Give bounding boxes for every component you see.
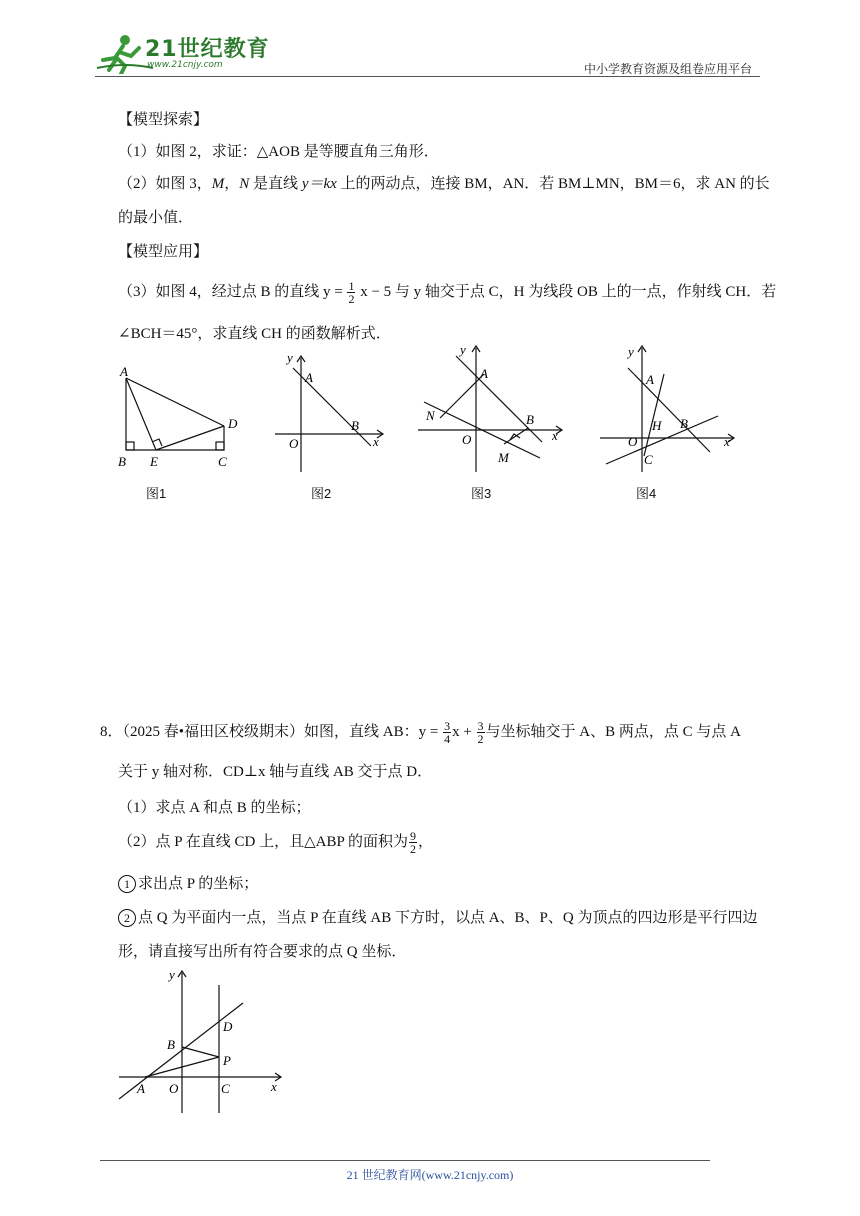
svg-text:D: D bbox=[223, 1019, 233, 1034]
frac-den: 4 bbox=[444, 732, 451, 747]
svg-text:O: O bbox=[169, 1081, 179, 1096]
q8-sub2 bbox=[118, 906, 757, 927]
svg-text:E: E bbox=[150, 454, 158, 469]
q7-part2-f: y＝kx bbox=[301, 176, 337, 192]
header bbox=[95, 30, 760, 80]
q8-part2 bbox=[118, 830, 433, 855]
q7-part2-b: M bbox=[211, 176, 225, 192]
svg-text:y: y bbox=[460, 342, 466, 357]
circled-number: 2 bbox=[118, 909, 136, 927]
q7-part2-e: 是直线 bbox=[249, 176, 302, 192]
svg-text:x: x bbox=[271, 1079, 277, 1094]
svg-text:B: B bbox=[118, 454, 126, 469]
circled-number: 1 bbox=[118, 875, 136, 893]
svg-text:y: y bbox=[287, 350, 293, 365]
svg-text:H: H bbox=[652, 418, 662, 433]
svg-text:A: A bbox=[120, 364, 128, 379]
svg-text:A: A bbox=[305, 370, 313, 385]
svg-text:B: B bbox=[526, 412, 534, 427]
svg-text:N: N bbox=[426, 408, 435, 423]
figure-1 bbox=[112, 360, 242, 470]
frac-num: 3 bbox=[444, 719, 451, 734]
svg-text:A: A bbox=[480, 366, 488, 381]
header-rule bbox=[95, 76, 760, 77]
q8-sub1-text: 求出点 P 的坐标； bbox=[138, 876, 259, 892]
q7-part3-b: x − 5 与 y 轴交于点 C，H 为线段 OB 上的一点，作射线 CH．若 bbox=[360, 284, 777, 300]
q8-sub2-text: 点 Q 为平面内一点，当点 P 在直线 AB 下方时，以点 A、B、P、Q 为顶点的四边形是平行四边 bbox=[138, 910, 758, 926]
header-right-text: 中小学教育资源及组卷应用平台 bbox=[583, 62, 752, 76]
svg-text:O: O bbox=[628, 434, 638, 449]
svg-text:O: O bbox=[462, 432, 472, 447]
q7-part2-g: 上的两动点，连接 BM，AN．若 BM⊥MN，BM＝6，求 AN 的长 bbox=[336, 176, 770, 192]
svg-text:A: A bbox=[137, 1081, 145, 1096]
q7-part3-a: （3）如图 4，经过点 B 的直线 y = bbox=[118, 284, 343, 300]
svg-text:y: y bbox=[169, 967, 175, 982]
svg-text:x: x bbox=[724, 434, 730, 449]
svg-text:C: C bbox=[218, 454, 227, 469]
figure-2 bbox=[275, 350, 390, 475]
frac-num: 1 bbox=[348, 279, 355, 294]
q8-stem-c: 与坐标轴交于 A、B 两点，点 C 与点 A bbox=[485, 724, 741, 740]
svg-text:B: B bbox=[680, 416, 688, 431]
frac-num: 9 bbox=[410, 829, 417, 844]
svg-text:x: x bbox=[373, 434, 379, 449]
figure-4-caption: 图4 bbox=[636, 486, 657, 501]
q7-part3-fraction bbox=[347, 280, 355, 305]
figure-3 bbox=[418, 340, 568, 475]
figure-4 bbox=[600, 340, 740, 475]
q8-sub1 bbox=[118, 872, 258, 893]
q7-part2-cont: 的最小值． bbox=[118, 210, 194, 226]
q8-sub2-cont: 形，请直接写出所有符合要求的点 Q 坐标． bbox=[118, 944, 407, 960]
frac-den: 2 bbox=[410, 842, 417, 857]
explore-heading: 【模型探索】 bbox=[118, 112, 209, 128]
q7-part3-cont: ∠BCH＝45°，求直线 CH 的函数解析式． bbox=[118, 326, 391, 342]
svg-text:B: B bbox=[351, 418, 359, 433]
svg-text:M: M bbox=[498, 450, 509, 465]
svg-text:D: D bbox=[228, 416, 238, 431]
q8-frac1 bbox=[443, 720, 451, 745]
q7-part2-a: （2）如图 3， bbox=[118, 176, 212, 192]
q8-stem-b: x + bbox=[452, 724, 472, 740]
svg-text:y: y bbox=[628, 344, 634, 359]
svg-text:A: A bbox=[646, 372, 654, 387]
q8-part1: （1）求点 A 和点 B 的坐标； bbox=[118, 800, 311, 816]
svg-text:P: P bbox=[223, 1053, 231, 1068]
q8-part2-a: （2）点 P 在直线 CD 上，且△ABP 的面积为 bbox=[118, 834, 409, 850]
q7-part1: （1）如图 2，求证：△AOB 是等腰直角三角形． bbox=[118, 144, 439, 160]
q8-stem-a: 8．（2025 春•福田区校级期末）如图，直线 AB：y = bbox=[100, 724, 439, 740]
svg-text:B: B bbox=[167, 1037, 175, 1052]
frac-den: 2 bbox=[348, 292, 355, 307]
logo-text: 21世纪教育 bbox=[145, 37, 270, 62]
svg-text:C: C bbox=[644, 452, 653, 467]
q7-part2-d: N bbox=[239, 176, 250, 192]
q8-stem-cont: 关于 y 轴对称．CD⊥x 轴与直线 AB 交于点 D． bbox=[118, 764, 433, 780]
q8-stem bbox=[100, 720, 741, 745]
q7-part3 bbox=[118, 280, 776, 305]
figure-1-caption: 图1 bbox=[146, 486, 167, 501]
q8-figure bbox=[115, 965, 290, 1115]
footer-rule bbox=[100, 1160, 710, 1161]
figure-3-caption: 图3 bbox=[471, 486, 492, 501]
q8-frac2 bbox=[477, 720, 485, 745]
figure-2-caption: 图2 bbox=[311, 486, 332, 501]
logo-url: www.21cnjy.com bbox=[147, 60, 223, 70]
q7-part2 bbox=[118, 172, 770, 193]
svg-text:C: C bbox=[221, 1081, 230, 1096]
q8-part2-fraction bbox=[409, 830, 417, 855]
frac-den: 2 bbox=[477, 732, 484, 747]
q7-part2-c: ， bbox=[224, 176, 240, 192]
apply-heading: 【模型应用】 bbox=[118, 244, 209, 260]
frac-num: 3 bbox=[477, 719, 484, 734]
svg-text:O: O bbox=[289, 436, 299, 451]
q8-part2-b: ， bbox=[418, 834, 434, 850]
svg-text:x: x bbox=[552, 428, 558, 443]
footer-text: 21 世纪教育网(www.21cnjy.com) bbox=[346, 1168, 514, 1182]
